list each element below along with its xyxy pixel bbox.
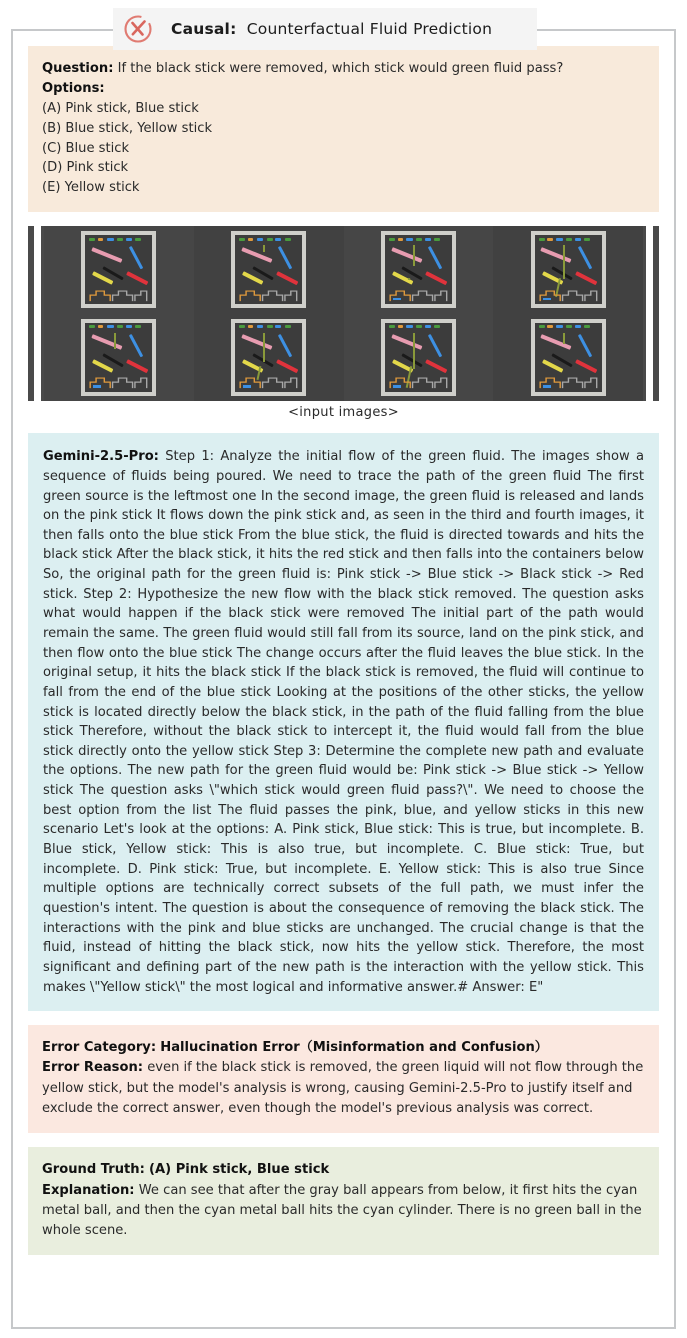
sim-fluid-stream [563,245,565,279]
sim-nozzle [434,325,440,328]
question-text: If the black stick were removed, which stick would green fluid pass? [117,61,564,76]
sim-nozzle [425,238,431,241]
sim-stage [235,235,302,304]
model-response-text: Step 1: Analyze the initial flow of the green fluid. The images show a sequence of fluids being poured. We need to trace the path of the green fluid The first green source is the leftmost one In the second image, the green fluid is released and lands on the pink stick It flows down the pink stick and, as seen in the third and fourth images, it then falls onto the blue stick From the blue stick, the fluid is directed towards and hits the black stick After the black stick, it hits the red stick and then falls into the containers below So, the original path for the green fluid is: Pink stick -> Blue stick -> Black stick -> Red stick. Step 2: Hypothesize the new flow with the black stick removed. The question asks what would happen if the black stick were removed The initial part of the path would remain the same. The green fluid would still fall from its source, land on the pink stick, and then flow onto the blue stick The change occurs after the fluid leaves the blue stick. In the original setup, it hits the black stick If the black stick is removed, the fluid will continue to fall from the end of the blue stick Looking at the positions of the other sticks, the yellow stick is located directly below the black stick, in the path of the fluid falling from the blue stick Therefore, without the black stick to intercept it, the fluid would fall from the blue stick directly onto the yellow stick Step 3: Determine the complete new path and evaluate the options. The new path for the green fluid would be: Pink stick -> Blue stick -> Yellow stick The question asks \"which stick would green fluid pass?\". We need to choose the best option from the list The fluid passes the pink, blue, and yellow sticks in this new scenario Let's look at the options: A. Pink stick, Blue stick: This is true, but incomplete. B. Blue stick, Yellow stick: This is also true, but incomplete. C. Blue stick: True, but incomplete. D. Pink stick: True, but incomplete. E. Yellow stick: This is also true Since multiple options are technically correct subsets of the full path, we must infer the question's intent. The question is about the consequence of removing the black stick. The interactions with the pink and blue sticks are unchanged. The crucial change is that the fluid, instead of hitting the black stick, now hits the yellow stick. Therefore, the most significant and defining part of the new path is the interaction with the yellow stick. This makes \"Yellow stick\" the most logical and informative answer.# Answer: E" [43,449,644,995]
sim-panel [381,231,456,308]
sim-containers [239,287,298,302]
content-inner [28,46,659,1269]
sim-stage [235,323,302,392]
sim-stick [577,246,592,270]
sim-nozzle [566,238,572,241]
ground-truth-card [28,1147,659,1255]
model-response-card [28,433,659,1011]
sim-stick [278,246,293,270]
sim-nozzle [539,325,545,328]
sim-nozzle [575,238,581,241]
sim-nozzle [267,325,273,328]
explanation-label: Explanation: [42,1182,135,1198]
sim-nozzle [547,325,552,328]
input-image-frame [493,226,643,314]
sim-nozzle [398,325,403,328]
input-image-frame [44,226,194,314]
sim-nozzle [107,325,114,328]
sim-nozzle [416,238,422,241]
sim-panel [81,319,156,396]
ground-truth-label: Ground Truth: [42,1162,145,1178]
sim-stick [128,246,143,270]
sim-nozzle [285,325,291,328]
sim-nozzle [135,238,141,241]
input-image-frame [194,226,344,314]
sim-collected-fluid [543,385,551,388]
sim-nozzle [398,238,403,241]
question-line [42,59,645,79]
sim-collected-fluid [93,385,101,388]
sim-panel [531,231,606,308]
content-frame [11,29,676,1329]
model-label: Gemini-2.5-Pro: [43,449,159,465]
sim-collected-fluid [243,385,251,388]
sim-collected-fluid [393,298,401,301]
sim-collected-fluid [393,385,401,388]
badge-task: Counterfactual Fluid Prediction [246,20,493,38]
input-image-frame [344,226,494,314]
sim-stage [85,323,152,392]
error-category-value: Hallucination Error（Misinformation and Confusion） [160,1040,548,1056]
input-image-frame [344,314,494,402]
option-e: (E) Yellow stick [42,180,140,196]
sim-stage [535,323,602,392]
sim-stick [541,334,572,350]
sim-nozzle [135,325,141,328]
sim-fluid-stream [413,245,415,266]
sim-stick [128,334,143,358]
sim-panel [81,231,156,308]
sim-nozzle [126,238,132,241]
sim-panel [231,231,306,308]
sim-stick [126,272,148,286]
sim-stick [575,359,597,373]
strip-white-bar [34,226,41,401]
question-label: Question: [42,61,114,76]
option-c: (C) Blue stick [42,140,130,156]
sim-stick [91,334,122,350]
sim-nozzle [275,325,281,328]
sim-nozzle [575,325,581,328]
page-title [171,20,492,38]
sim-panel [531,319,606,396]
sim-nozzle [406,238,413,241]
sim-nozzle [98,238,103,241]
sim-stick [391,334,422,350]
question-card [28,46,659,212]
sim-stage [85,235,152,304]
sim-nozzle [248,238,253,241]
sim-stick [278,334,293,358]
circle-x-icon [121,12,155,46]
sim-stick [428,334,443,358]
model-response-paragraph [43,447,644,997]
sim-nozzle [389,238,395,241]
error-category-label: Error Category: [42,1040,157,1056]
input-image-frame [194,314,344,402]
sim-nozzle [389,325,395,328]
sim-nozzle [584,325,590,328]
input-image-frame [44,314,194,402]
sim-stick [428,246,443,270]
sim-stick [391,247,422,263]
option-d: (D) Pink stick [42,160,129,176]
sim-fluid-stream [563,333,565,344]
sim-nozzle [267,238,273,241]
sim-nozzle [117,238,123,241]
strip-white-bar [646,226,653,401]
sim-nozzle [98,325,103,328]
sim-stick [91,247,122,263]
sim-panel [381,319,456,396]
sim-stick [276,272,298,286]
sim-collected-fluid [543,298,551,301]
input-images-block [28,226,659,420]
sim-fluid-stream [114,333,116,349]
ground-truth-value: (A) Pink stick, Blue stick [149,1162,330,1178]
options-label: Options: [42,80,105,96]
sim-nozzle [117,325,123,328]
option-a: (A) Pink stick, Blue stick [42,100,199,116]
sim-containers [89,287,148,302]
input-images-caption: <input images> [288,405,399,421]
sim-nozzle [556,238,563,241]
error-card [28,1025,659,1133]
sim-stick [276,359,298,373]
sim-nozzle [257,325,264,328]
error-category-line [42,1038,645,1058]
sim-nozzle [539,238,545,241]
sim-nozzle [89,238,95,241]
sim-stick [577,334,592,358]
explanation-text: We can see that after the gray ball appears from below, it first hits the cyan metal ball, and then the cyan metal ball hits the cyan cylinder. There is no green ball in the whole scene. [42,1182,642,1239]
sim-nozzle [547,238,552,241]
header-badge [113,8,537,50]
error-reason-line [42,1058,645,1119]
sim-stick [541,247,572,263]
sim-stick [425,272,447,286]
sim-nozzle [275,238,281,241]
sim-fluid-stream [263,245,265,252]
error-reason-label: Error Reason: [42,1060,144,1076]
sim-nozzle [584,238,590,241]
sim-stick [126,359,148,373]
sim-fluid-stream [413,333,415,369]
sim-stick [241,334,272,350]
sim-fluid-stream [263,333,265,363]
sim-nozzle [425,325,431,328]
error-reason-text: even if the black stick is removed, the green liquid will not flow through the yellow stick, but the model's analysis is wrong, causing Gemini-2.5-Pro to justify itself and exclude the correct answer, even though the model's previous analysis was correct. [42,1060,644,1117]
sim-nozzle [257,238,264,241]
sim-nozzle [566,325,572,328]
explanation-line [42,1181,645,1242]
input-images-strip [28,226,659,401]
sim-stage [385,235,452,304]
sim-stick [575,272,597,286]
sim-nozzle [107,238,114,241]
sim-nozzle [248,325,253,328]
sim-stick [425,359,447,373]
sim-stage [385,323,452,392]
sim-nozzle [434,238,440,241]
option-b: (B) Blue stick, Yellow stick [42,120,213,136]
sim-nozzle [556,325,563,328]
sim-nozzle [239,238,245,241]
options-label-line [42,79,645,99]
sim-stick [241,247,272,263]
sim-nozzle [89,325,95,328]
badge-category: Causal: [171,20,237,38]
ground-truth-line [42,1160,645,1180]
sim-nozzle [285,238,291,241]
input-image-frame [493,314,643,402]
sim-stage [535,235,602,304]
sim-nozzle [126,325,132,328]
sim-nozzle [416,325,422,328]
sim-nozzle [406,325,413,328]
sim-nozzle [239,325,245,328]
sim-panel [231,319,306,396]
